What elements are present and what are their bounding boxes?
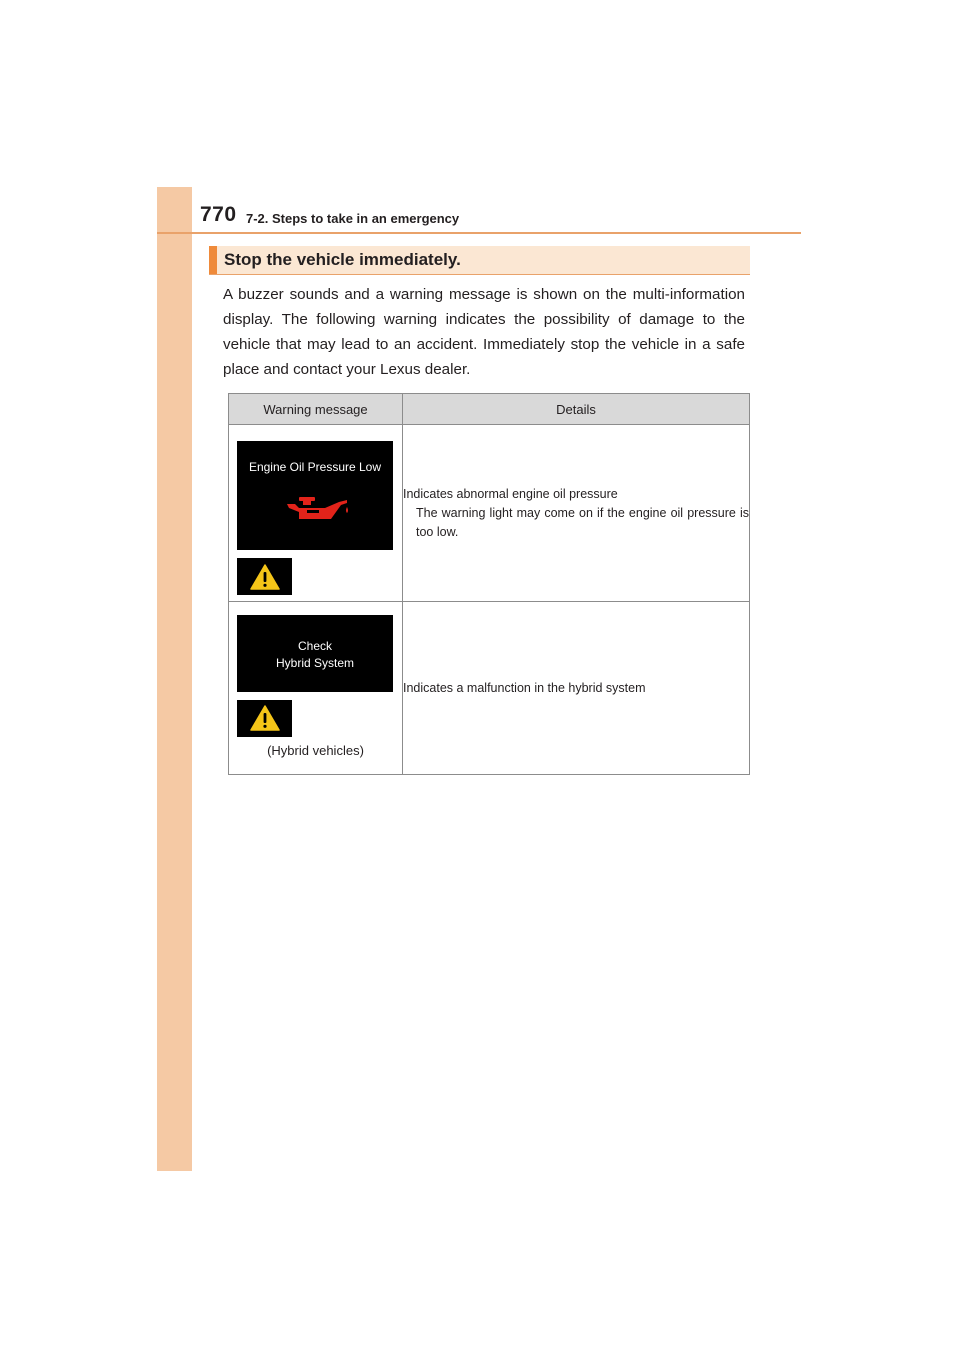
page-number: 770	[200, 203, 237, 226]
master-warning-indicator	[237, 558, 292, 595]
table-row	[229, 602, 750, 775]
section-title-bar	[209, 246, 750, 275]
screen-text	[237, 615, 393, 672]
hybrid-caption: (Hybrid vehicles)	[267, 742, 364, 758]
details-cell	[403, 602, 750, 775]
side-tab	[157, 187, 192, 1171]
detail-text: Indicates a malfunction in the hybrid system	[403, 680, 646, 695]
display-screen	[237, 441, 393, 550]
section-label: 7-2. Steps to take in an emergency	[246, 211, 460, 226]
intro-paragraph: A buzzer sounds and a warning message is shown on the multi-information display. The following warning indicates the possibility of damage to the vehicle that may lead to an accident. Immediately stop the vehicle in a safe place and contact your Lexus dealer.	[223, 286, 745, 378]
warning-triangle-icon	[250, 564, 280, 590]
detail-note: The warning light may come on if the engine oil pressure is too low.	[416, 505, 749, 539]
screen-text: Engine Oil Pressure Low	[248, 460, 382, 474]
header-warning-message: Warning message	[229, 394, 403, 425]
detail-text: Indicates abnormal engine oil pressure	[403, 486, 618, 501]
header-rule	[157, 232, 801, 234]
display-screen	[237, 615, 393, 692]
warning-message-cell	[229, 602, 403, 775]
master-warning-indicator	[237, 700, 292, 737]
screen-line-2: Hybrid System	[275, 655, 355, 670]
header-details: Details	[403, 394, 750, 425]
title-accent	[209, 246, 217, 274]
warning-triangle-icon	[250, 705, 280, 731]
table-row	[229, 425, 750, 602]
table-header-row	[229, 394, 750, 425]
screen-line-1: Check	[297, 638, 332, 653]
section-title: Stop the vehicle immediately.	[224, 250, 461, 269]
oil-can-icon	[285, 493, 351, 523]
warning-table	[228, 393, 750, 775]
warning-message-cell	[229, 425, 403, 602]
details-cell	[403, 425, 750, 602]
